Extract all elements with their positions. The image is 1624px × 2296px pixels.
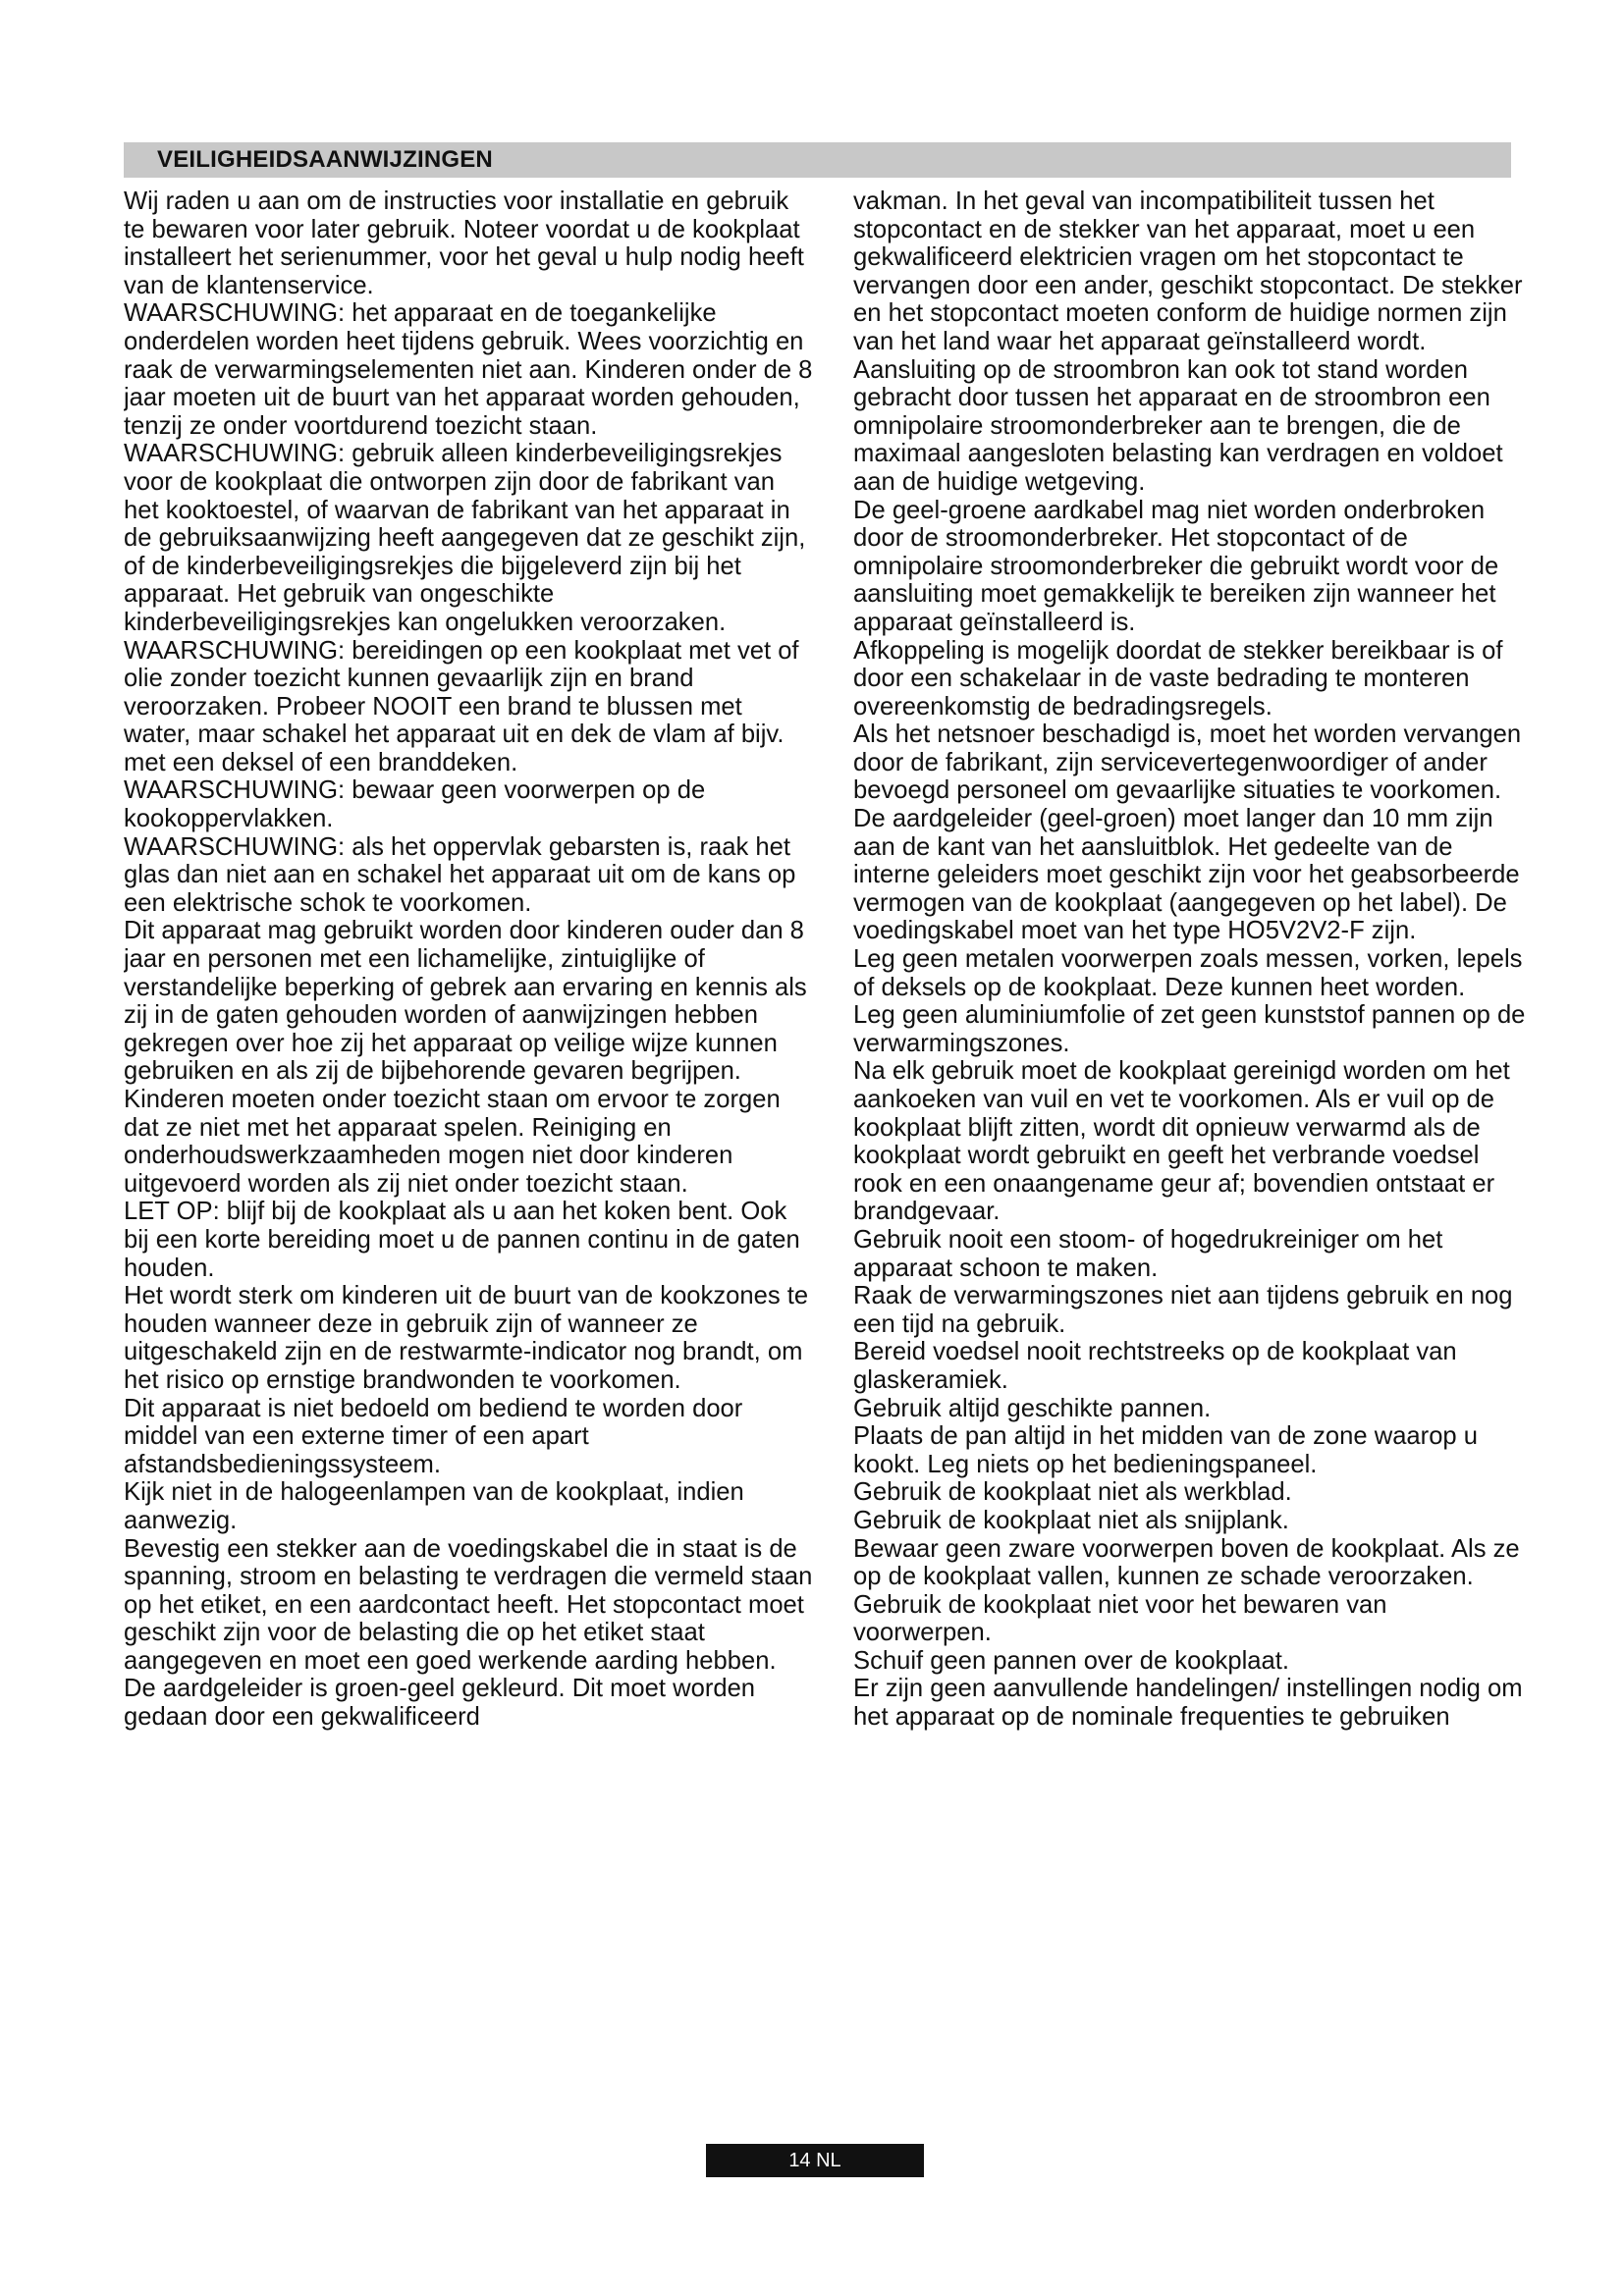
paragraph: Schuif geen pannen over de kookplaat. [853, 1646, 1289, 1675]
paragraph: Leg geen metalen voorwerpen zoals messen, vorken, lepels of deksels op de kookplaat. Deze kunnen heet worden. [853, 945, 1523, 1001]
paragraph: Bevestig een stekker aan de voedingskabel die in staat is de spanning, stroom en belasting te verdragen die vermeld staan op het etiket, en een aardcontact heeft. Het stopcontact moet geschikt zijn voor de belasting die op het etiket staat aangegeven en moet een goed werkende aarding hebben. De aardgeleider is groen-geel gekleurd. Dit moet worden gedaan door een gekwalificeerd [124, 1534, 813, 1732]
paragraph: Dit apparaat is niet bedoeld om bediend te worden door middel van een externe timer of een apart afstandsbedieningssysteem. [124, 1394, 743, 1478]
paragraph: De geel-groene aardkabel mag niet worden onderbroken door de stroomonderbreker. Het stopcontact of de omnipolaire stroomonderbreker die gebruikt wordt voor de aansluiting moet gemakkelijk te bereiken zijn wanneer het apparaat geïnstalleerd is. [853, 496, 1499, 636]
paragraph: Dit apparaat mag gebruikt worden door kinderen ouder dan 8 jaar en personen met een lichamelijke, zintuiglijke of verstandelijke beperking of gebrek aan ervaring en kennis als zij in de gaten gehouden worden of aanwijzingen hebben gekregen over hoe zij het apparaat op veilige wijze kunnen gebruiken en als zij de bijbehorende gevaren begrijpen. Kinderen moeten onder toezicht staan om ervoor te zorgen dat ze niet met het apparaat spelen. Reiniging en onderhoudswerkzaamheden mogen niet door kinderen uitgevoerd worden als zij niet onder toezicht staan. [124, 917, 807, 1198]
paragraph: Na elk gebruik moet de kookplaat gereinigd worden om het aankoeken van vuil en vet te voorkomen. Als er vuil op de kookplaat blijft zitten, wordt dit opnieuw verwarmd als de kookplaat wordt gebruikt en geeft het verbrande voedsel rook en een onaangename geur af; bovendien ontstaat er brandgevaar. [853, 1057, 1510, 1226]
paragraph: Aansluiting op de stroombron kan ook tot stand worden gebracht door tussen het apparaat en de stroombron een omnipolaire stroomonderbreker aan te brengen, die de maximaal aangesloten belasting kan verdragen en voldoet aan de huidige wetgeving. [853, 355, 1503, 496]
paragraph: Wij raden u aan om de instructies voor installatie en gebruik te bewaren voor later gebruik. Noteer voordat u de kookplaat installeert het serienummer, voor het geval u hulp nodig heeft van de klantenservice. [124, 187, 804, 299]
right-column [853, 187, 1531, 2224]
paragraph: WAARSCHUWING: bereidingen op een kookplaat met vet of olie zonder toezicht kunnen gevaarlijk zijn en brand veroorzaken. Probeer NOOIT een brand te blussen met water, maar schakel het apparaat uit en dek de vlam af bijv. met een deksel of een branddeken. [124, 636, 799, 776]
paragraph: Het wordt sterk om kinderen uit de buurt van de kookzones te houden wanneer deze in gebruik zijn of wanneer ze uitgeschakeld zijn en de restwarmte-indicator nog brandt, om het risico op ernstige brandwonden te voorkomen. [124, 1282, 809, 1394]
paragraph: Bewaar geen zware voorwerpen boven de kookplaat. Als ze op de kookplaat vallen, kunnen ze schade veroorzaken. [853, 1534, 1520, 1591]
paragraph: WAARSCHUWING: bewaar geen voorwerpen op de kookoppervlakken. [124, 776, 706, 833]
section-title: VEILIGHEIDSAANWIJZINGEN [157, 146, 493, 173]
paragraph: Afkoppeling is mogelijk doordat de stekker bereikbaar is of door een schakelaar in de vaste bedrading te monteren overeenkomstig de bedradingsregels. [853, 636, 1503, 721]
section-header [124, 142, 1511, 178]
paragraph: Als het netsnoer beschadigd is, moet het worden vervangen door de fabrikant, zijn servicevertegenwoordiger of ander bevoegd personeel om gevaarlijke situaties te voorkomen. [853, 721, 1522, 805]
paragraph: De aardgeleider (geel-groen) moet langer dan 10 mm zijn aan de kant van het aansluitblok. Het gedeelte van de interne geleiders moet geschikt zijn voor het geabsorbeerde vermogen van de kookplaat (aangegeven op het label). De voedingskabel moet van het type HO5V2V2-F zijn. [853, 805, 1520, 945]
paragraph: Leg geen aluminiumfolie of zet geen kunststof pannen op de verwarmingszones. [853, 1001, 1526, 1057]
paragraph: vakman. In het geval van incompatibiliteit tussen het stopcontact en de stekker van het apparaat, moet u een gekwalificeerd elektricien vragen om het stopcontact te vervangen door een ander, geschikt stopcontact. De stekker en het stopcontact moeten conform de huidige normen zijn van het land waar het apparaat geïnstalleerd wordt. [853, 187, 1523, 355]
paragraph: Plaats de pan altijd in het midden van de zone waarop u kookt. Leg niets op het bedieningspaneel. [853, 1422, 1479, 1478]
paragraph: Gebruik altijd geschikte pannen. [853, 1394, 1212, 1422]
paragraph: Gebruik de kookplaat niet als werkblad. [853, 1478, 1292, 1507]
paragraph: WAARSCHUWING: gebruik alleen kinderbeveiligingsrekjes voor de kookplaat die ontworpen zijn door de fabrikant van het kooktoestel, of waarvan de fabrikant van het apparaat in de gebruiksaanwijzing heeft aangegeven dat ze geschikt zijn, of de kinderbeveiligingsrekjes die bijgeleverd zijn bij het apparaat. Het gebruik van ongeschikte kinderbeveiligingsrekjes kan ongelukken veroorzaken. [124, 440, 806, 636]
paragraph: Bereid voedsel nooit rechtstreeks op de kookplaat van glaskeramiek. [853, 1338, 1457, 1394]
paragraph: Gebruik de kookplaat niet als snijplank. [853, 1506, 1289, 1534]
paragraph: LET OP: blijf bij de kookplaat als u aan het koken bent. Ook bij een korte bereiding moet u de pannen continu in de gaten houden. [124, 1198, 800, 1282]
page-number-badge [706, 2144, 924, 2177]
paragraph: Kijk niet in de halogeenlampen van de kookplaat, indien aanwezig. [124, 1478, 744, 1534]
paragraph: WAARSCHUWING: als het oppervlak gebarsten is, raak het glas dan niet aan en schakel het apparaat uit om de kans op een elektrische schok te voorkomen. [124, 832, 796, 917]
paragraph: Gebruik de kookplaat niet voor het bewaren van voorwerpen. [853, 1590, 1387, 1647]
paragraph: Gebruik nooit een stoom- of hogedrukreiniger om het apparaat schoon te maken. [853, 1225, 1443, 1282]
left-column [124, 187, 813, 2224]
paragraph: Er zijn geen aanvullende handelingen/ instellingen nodig om het apparaat op de nominale frequenties te gebruiken [853, 1675, 1523, 1732]
page-number: 14 NL [788, 2150, 841, 2171]
paragraph: Raak de verwarmingszones niet aan tijdens gebruik en nog een tijd na gebruik. [853, 1282, 1513, 1338]
paragraph: WAARSCHUWING: het apparaat en de toegankelijke onderdelen worden heet tijdens gebruik. Wees voorzichtig en raak de verwarmingselementen niet aan. Kinderen onder de 8 jaar moeten uit de buurt van het apparaat worden gehouden, tenzij ze onder voortdurend toezicht staan. [124, 299, 813, 440]
